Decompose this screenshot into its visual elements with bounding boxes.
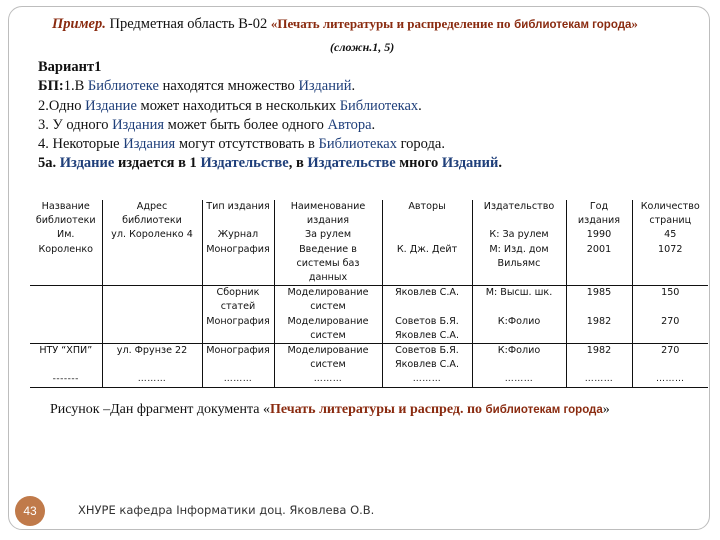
title-quote-end: » [631,16,638,31]
table-row: ------- ……… ……… ……… ……… ……… ……… ……… [30,372,708,387]
variant-line-4: 4. Некоторые Издания могут отсутствовать в Библиотеках города. [38,136,445,153]
title-quote: «Печать литературы и распределение по [270,16,511,31]
table-row: Им. Короленко ул. Короленко 4 Журнал Монография За рулем Введение в системы баз данных К. Дж. Дейт К: За рулем М: Изд. дом Вильямс 1990 2001 45 1072 [30,228,708,285]
title-lead: Пример. [52,16,106,32]
table-row: НТУ “ХПИ” ул. Фрунзе 22 Монография Моделирование систем Советов Б.Я. Яковлев С.А. К:Фолио 1982 270 [30,344,708,373]
title-quote-bold: библиотекам города [514,19,632,31]
header-pages: Количество страниц [632,200,708,228]
header-authors: Авторы [382,200,472,228]
slide-subtitle: (сложн.1, 5) [330,40,395,54]
header-library-address: Адрес библиотеки [102,200,202,228]
table-header-row [30,200,708,228]
table-row: Монография Моделирование систем Советов Б.Я. Яковлев С.А. К:Фолио 1982 270 [30,315,708,344]
variant-line-3: 3. У одного Издания может быть более одного Автора. [38,116,376,133]
header-publisher: Издательство [472,200,566,228]
variant-line-2: 2.Одно Издание может находиться в нескольких Библиотеках. [38,97,422,114]
title-domain: Предметная область В-02 [109,16,268,32]
footer-text: ХНУРЕ кафедра Інформатики доц. Яковлева О.В. [78,503,375,517]
page-number-badge: 43 [15,496,45,526]
header-library-name: Название библиотеки [35,201,96,227]
slide-title [52,16,692,33]
variant-line-5: 5а. Издание издается в 1 Издательстве, в Издательстве много Изданий. [38,155,502,172]
variant-block [38,58,502,174]
header-edition-name: Наименование издания [274,200,382,228]
header-year: Год издания [566,200,632,228]
header-edition-type: Тип издания [202,200,274,228]
variant-line-1: БП:1.В Библиотеке находятся множество Изданий. [38,78,356,95]
figure-caption: Рисунок –Дан фрагмент документа «Печать литературы и распред. по библиотекам города» [50,402,610,417]
variant-heading: Вариант1 [38,59,102,75]
document-table [30,200,708,388]
table-row: Сборник статей Моделирование систем Яковлев С.А. М: Высш. шк. 1985 150 [30,286,708,315]
